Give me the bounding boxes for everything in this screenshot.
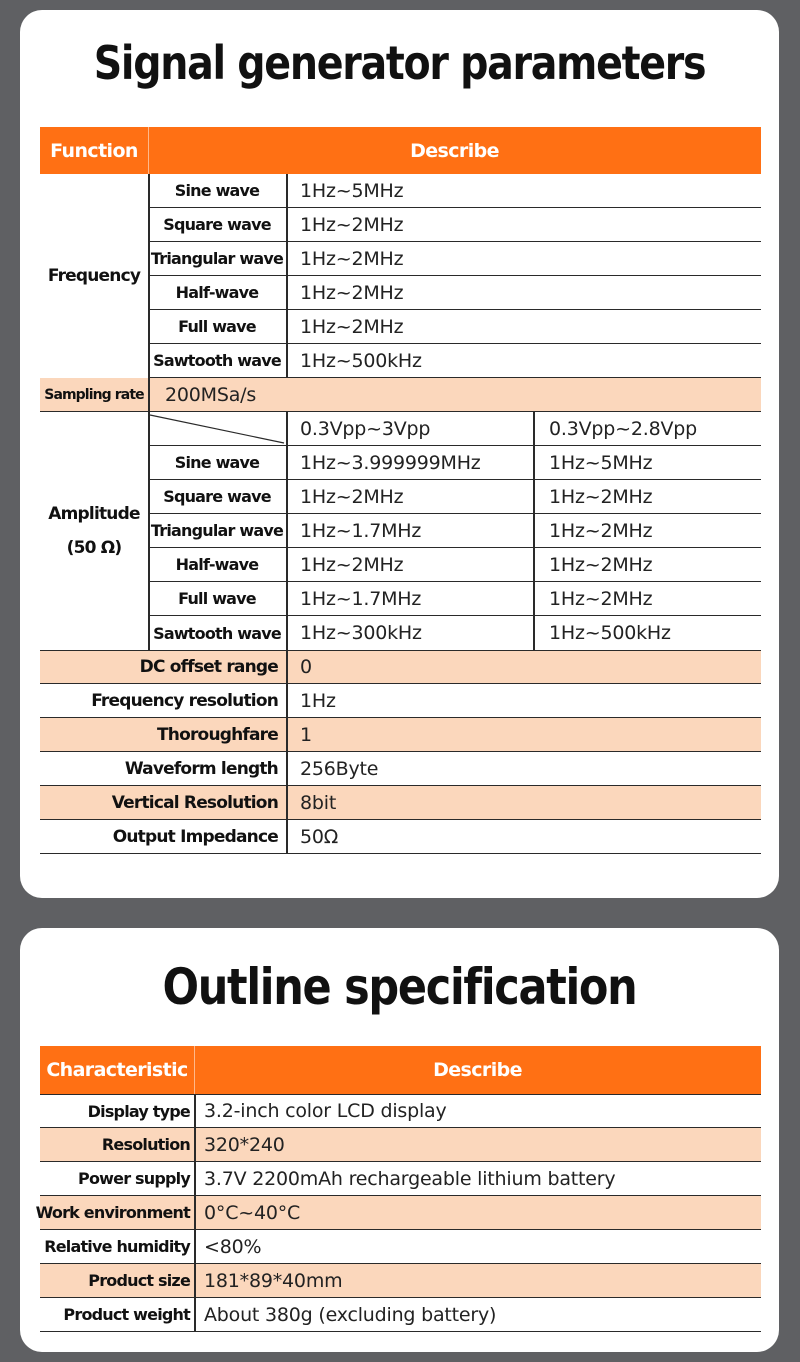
spec-label: Display type (87, 1101, 190, 1121)
table-row (148, 616, 761, 650)
amplitude-value-1: 1Hz~2MHz (300, 553, 404, 576)
spec-label: Work environment (35, 1203, 190, 1222)
wave-label: Triangular wave (150, 249, 284, 268)
table-row (40, 1264, 761, 1298)
spec-value: 3.7V 2200mAh rechargeable lithium battery (204, 1167, 616, 1190)
spec-value: About 380g (excluding battery) (204, 1303, 497, 1326)
signal-generator-title: Signal generator parameters (93, 36, 706, 90)
wave-label: Full wave (178, 317, 256, 336)
wave-value: 1Hz~5MHz (300, 179, 404, 202)
table-row (148, 514, 761, 548)
table-row (148, 344, 761, 378)
spec-label: Power supply (78, 1169, 190, 1188)
param-label: Vertical Resolution (111, 792, 278, 813)
amplitude-header-row (148, 412, 761, 446)
wave-value: 1Hz~2MHz (300, 281, 404, 304)
amplitude-label-line1: Amplitude (48, 504, 140, 524)
header-describe: Describe (410, 139, 499, 162)
table-row (148, 548, 761, 582)
table-row (40, 1162, 761, 1196)
param-label: Waveform length (124, 758, 278, 779)
spec-label: Relative humidity (44, 1237, 190, 1256)
header-characteristic: Characteristic (46, 1059, 188, 1081)
amplitude-value-1: 1Hz~300kHz (300, 622, 422, 644)
param-value: 8bit (300, 791, 337, 814)
spec-value: 181*89*40mm (204, 1269, 343, 1292)
amplitude-label-line2: (50 Ω) (66, 538, 122, 558)
table-row (40, 820, 761, 854)
table-row (148, 446, 761, 480)
param-value: 50Ω (300, 825, 339, 848)
signal-generator-card (20, 10, 779, 898)
param-label: Output Impedance (112, 826, 278, 847)
wave-value: 1Hz~500kHz (300, 349, 422, 372)
param-label: Thoroughfare (157, 724, 278, 745)
amplitude-value-1: 1Hz~2MHz (300, 485, 404, 508)
outline-title: Outline specification (162, 958, 637, 1016)
table-row (148, 174, 761, 208)
wave-label: Square wave (163, 215, 271, 234)
table-row (40, 786, 761, 820)
param-label: DC offset range (139, 657, 278, 677)
table-row (40, 1094, 761, 1128)
amplitude-value-1: 1Hz~1.7MHz (300, 519, 422, 542)
header-describe: Describe (433, 1059, 522, 1081)
param-value: 256Byte (300, 757, 379, 780)
amplitude-value-2: 1Hz~2MHz (549, 485, 653, 508)
wave-label: Full wave (178, 589, 256, 608)
table-row (148, 276, 761, 310)
spec-label: Resolution (101, 1135, 190, 1154)
wave-label: Half-wave (175, 283, 259, 302)
table-row (35, 1196, 761, 1230)
wave-label: Sine wave (174, 181, 260, 200)
table-row (148, 310, 761, 344)
amplitude-value-2: 1Hz~2MHz (549, 519, 653, 542)
param-value: 1 (300, 723, 312, 746)
wave-label: Half-wave (175, 555, 259, 574)
wave-value: 1Hz~2MHz (300, 213, 404, 236)
amplitude-value-2: 1Hz~2MHz (549, 587, 653, 610)
amplitude-value-2: 1Hz~500kHz (549, 622, 671, 644)
table-row (40, 684, 761, 718)
table-row (40, 1298, 761, 1332)
table-row (148, 208, 761, 242)
table-row (40, 752, 761, 786)
spec-value: 3.2-inch color LCD display (204, 1100, 447, 1122)
spec-value: <80% (204, 1235, 262, 1258)
spec-label: Product size (88, 1271, 190, 1290)
sampling-label: Sampling rate (44, 386, 144, 403)
outline-card (20, 928, 779, 1352)
spec-label: Product weight (63, 1305, 190, 1324)
table-row (148, 582, 761, 616)
param-value: 1Hz (300, 689, 336, 712)
table-row (148, 480, 761, 514)
diagonal-divider (148, 412, 286, 446)
table-row (40, 1128, 761, 1162)
amplitude-col-header-2: 0.3Vpp~2.8Vpp (549, 417, 697, 440)
sampling-value: 200MSa/s (165, 383, 257, 406)
amplitude-value-1: 1Hz~1.7MHz (300, 587, 422, 610)
wave-label: Sawtooth wave (153, 623, 281, 643)
table-row (40, 650, 761, 684)
spec-value: 320*240 (204, 1133, 285, 1156)
table-row (148, 242, 761, 276)
amplitude-col-header-1: 0.3Vpp~3Vpp (300, 417, 431, 440)
amplitude-label (40, 412, 148, 650)
wave-label: Triangular wave (150, 521, 284, 540)
table-row (40, 718, 761, 752)
header-function: Function (50, 139, 138, 162)
frequency-label: Frequency (47, 266, 141, 286)
param-label: Frequency resolution (91, 690, 278, 711)
wave-label: Sine wave (174, 453, 260, 472)
table-row (40, 1230, 761, 1264)
amplitude-value-1: 1Hz~3.999999MHz (300, 451, 481, 474)
table-header (40, 1046, 761, 1094)
wave-value: 1Hz~2MHz (300, 247, 404, 270)
spec-value: 0°C~40°C (204, 1201, 301, 1224)
wave-value: 1Hz~2MHz (300, 315, 404, 338)
amplitude-value-2: 1Hz~5MHz (549, 451, 653, 474)
amplitude-value-2: 1Hz~2MHz (549, 553, 653, 576)
wave-label: Square wave (163, 487, 271, 506)
wave-label: Sawtooth wave (153, 351, 281, 370)
param-value: 0 (300, 656, 312, 678)
